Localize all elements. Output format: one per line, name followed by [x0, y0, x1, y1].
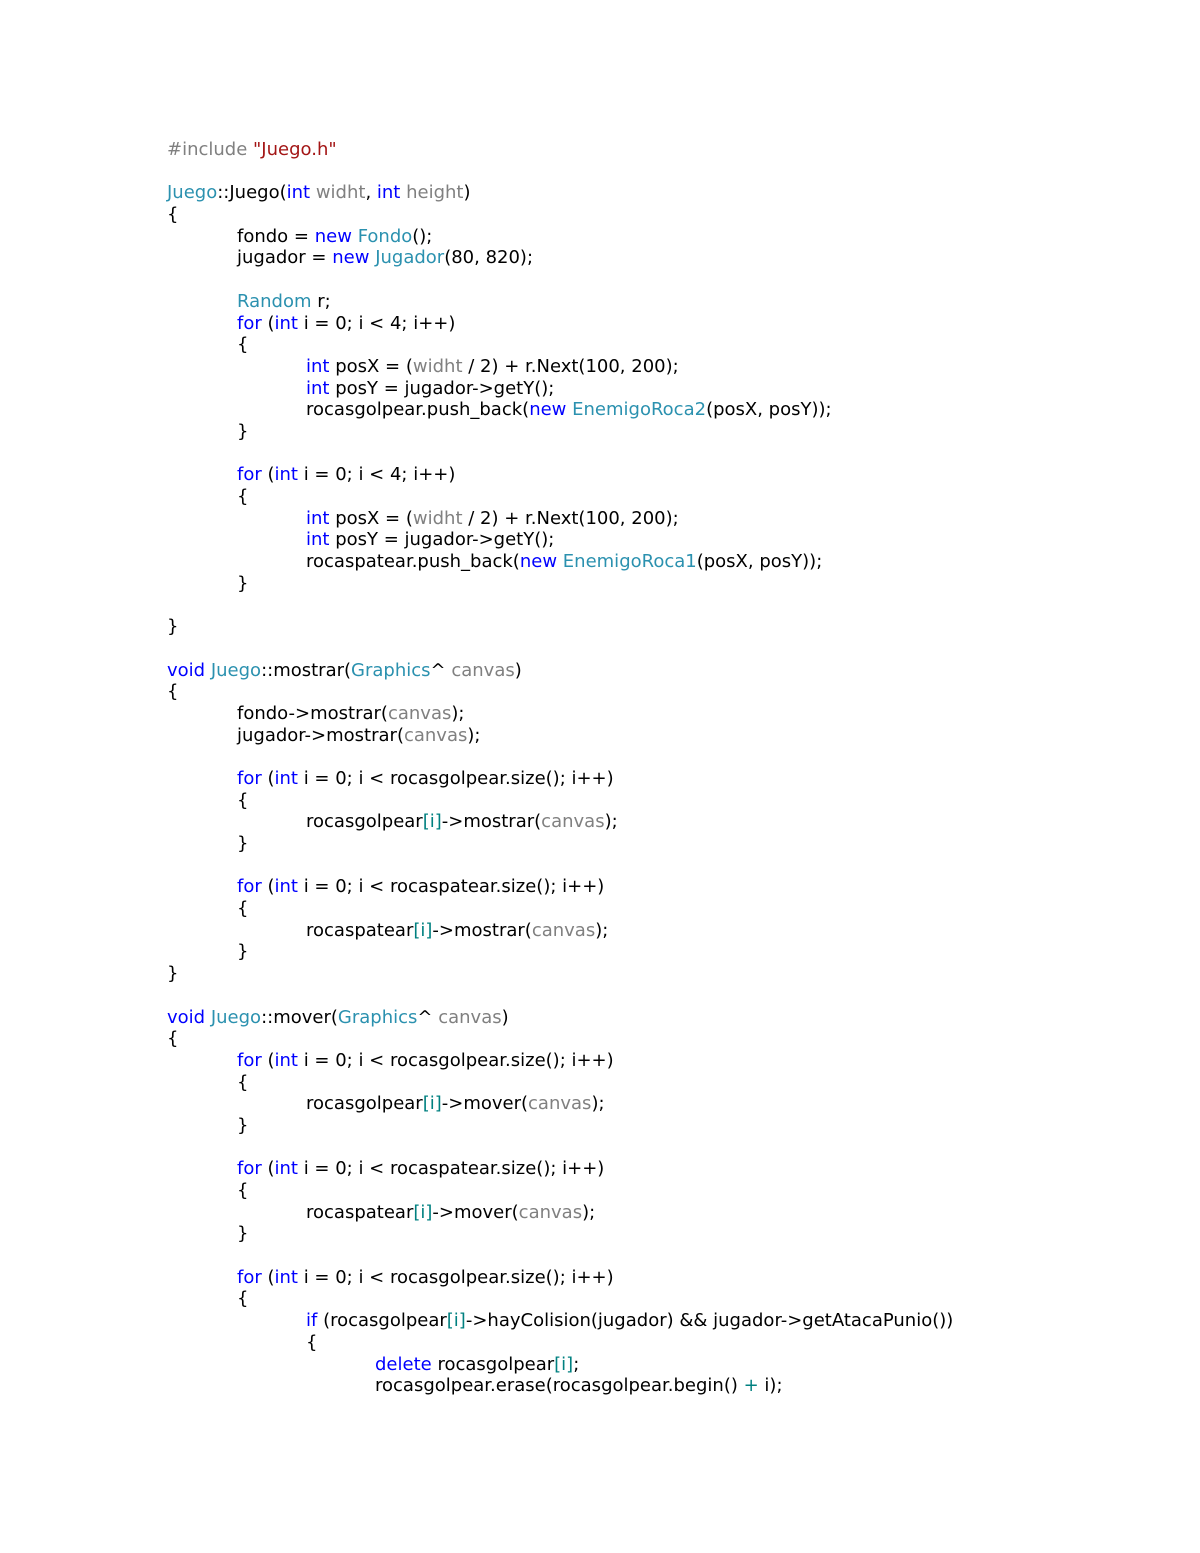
code-token-text: (	[261, 767, 275, 789]
code-block	[167, 139, 1167, 1397]
code-token-keyword: int	[306, 507, 330, 529]
code-token-parameter: canvas	[387, 702, 452, 724]
code-token-text: }	[237, 1114, 249, 1136]
code-token-text: )	[463, 182, 471, 204]
code-token-keyword: int	[274, 1158, 298, 1180]
code-token-text: {	[167, 681, 179, 703]
code-line	[167, 1202, 1167, 1224]
code-token-keyword: int	[274, 767, 298, 789]
code-line	[167, 204, 1167, 226]
code-token-operator: [i]	[413, 919, 433, 941]
code-token-text: posX = (	[329, 507, 413, 529]
code-token-type: EnemigoRoca1	[562, 551, 697, 573]
code-token-operator: [i]	[422, 1093, 442, 1115]
code-line	[167, 746, 1167, 768]
code-token-type: EnemigoRoca2	[572, 399, 707, 421]
code-line	[167, 703, 1167, 725]
code-token-text: i = 0; i < 4; i++)	[297, 312, 456, 334]
code-line	[167, 1267, 1167, 1289]
code-token-text: {	[237, 1288, 249, 1310]
code-line	[167, 269, 1167, 291]
code-token-text: }	[237, 1223, 249, 1245]
code-line	[167, 551, 1167, 573]
code-token-parameter: canvas	[541, 811, 605, 833]
code-token-text: (posX, posY));	[706, 399, 832, 421]
code-token-text: (	[261, 1158, 275, 1180]
code-line	[167, 985, 1167, 1007]
code-token-parameter: canvas	[438, 1006, 502, 1028]
code-token-text: posY = jugador->getY();	[329, 529, 555, 551]
code-line	[167, 876, 1167, 898]
code-line	[167, 855, 1167, 877]
code-token-type: Juego	[167, 182, 218, 204]
code-token-text: ->hayColision(jugador) && jugador->getAtacaPunio())	[465, 1310, 954, 1332]
code-line	[167, 725, 1167, 747]
code-token-operator: [i]	[413, 1201, 433, 1223]
code-token-text: posX = (	[329, 355, 413, 377]
code-line	[167, 182, 1167, 204]
code-token-text: (	[261, 876, 275, 898]
code-token-text: ::Juego(	[217, 182, 287, 204]
code-token-operator: [i]	[422, 811, 442, 833]
code-line	[167, 421, 1167, 443]
code-line	[167, 1245, 1167, 1267]
code-token-text: {	[306, 1331, 318, 1353]
code-line	[167, 1050, 1167, 1072]
code-token-parameter: canvas	[528, 1093, 592, 1115]
code-token-keyword: int	[274, 464, 298, 486]
code-token-keyword: for	[237, 464, 262, 486]
code-token-text: rocaspatear	[306, 1201, 414, 1223]
code-token-text: fondo =	[237, 225, 315, 247]
code-token-text: i = 0; i < rocaspatear.size(); i++)	[297, 1158, 605, 1180]
code-token-text: posY = jugador->getY();	[329, 377, 555, 399]
code-token-text: rocasgolpear.push_back(	[306, 399, 530, 421]
code-line	[167, 811, 1167, 833]
code-token-text: }	[237, 941, 249, 963]
code-token-text: )	[501, 1006, 509, 1028]
code-token-type: Random	[237, 290, 312, 312]
code-token-parameter: widht	[310, 182, 366, 204]
code-line	[167, 833, 1167, 855]
code-line	[167, 1375, 1167, 1397]
code-token-text: (	[261, 1049, 275, 1071]
code-token-text: (	[261, 312, 275, 334]
code-token-operator: +	[743, 1375, 759, 1397]
code-line	[167, 768, 1167, 790]
code-line	[167, 963, 1167, 985]
code-token-keyword: for	[237, 1266, 262, 1288]
code-token-text: jugador->mostrar(	[237, 724, 404, 746]
code-token-text: {	[237, 789, 249, 811]
code-line	[167, 334, 1167, 356]
code-token-text: r;	[311, 290, 331, 312]
code-line	[167, 681, 1167, 703]
code-token-text: ^	[417, 1006, 439, 1028]
code-token-text: (80, 820);	[444, 247, 534, 269]
code-line	[167, 529, 1167, 551]
code-token-parameter: canvas	[451, 659, 515, 681]
code-line	[167, 1310, 1167, 1332]
code-token-text: ->mover(	[441, 1093, 529, 1115]
code-token-keyword: new	[314, 225, 352, 247]
code-token-text: ->mostrar(	[432, 919, 532, 941]
code-token-text: {	[167, 1028, 179, 1050]
code-token-parameter: canvas	[403, 724, 468, 746]
code-token-keyword: for	[237, 312, 262, 334]
code-token-keyword: new	[529, 399, 567, 421]
code-token-type: Jugador	[375, 247, 445, 269]
code-token-keyword: for	[237, 876, 262, 898]
code-token-keyword: for	[237, 1158, 262, 1180]
code-line	[167, 399, 1167, 421]
code-line	[167, 1093, 1167, 1115]
code-line	[167, 1354, 1167, 1376]
code-line	[167, 139, 1167, 161]
code-token-keyword: new	[332, 247, 370, 269]
code-token-keyword: int	[286, 182, 311, 204]
code-token-text: );	[582, 1201, 596, 1223]
code-token-text: {	[237, 1071, 249, 1093]
code-token-text: jugador =	[237, 247, 333, 269]
code-line	[167, 638, 1167, 660]
code-token-parameter: height	[400, 182, 464, 204]
code-line	[167, 443, 1167, 465]
code-token-text: }	[167, 963, 179, 985]
code-token-keyword: for	[237, 1049, 262, 1071]
code-token-keyword: int	[376, 182, 401, 204]
code-token-text: {	[167, 204, 179, 226]
code-line	[167, 1115, 1167, 1137]
code-token-text: );	[604, 811, 618, 833]
code-token-keyword: delete	[375, 1353, 432, 1375]
code-line	[167, 1180, 1167, 1202]
code-token-parameter: canvas	[531, 919, 596, 941]
code-token-type: Graphics	[337, 1006, 418, 1028]
code-token-text: rocasgolpear	[306, 1093, 423, 1115]
code-token-text: );	[451, 702, 465, 724]
code-token-keyword: if	[306, 1310, 318, 1332]
code-token-preprocessor: #include	[167, 139, 254, 160]
code-token-keyword: void	[167, 1006, 206, 1028]
code-token-text: ::mover(	[261, 1006, 338, 1028]
code-token-text: ();	[412, 225, 433, 247]
code-token-keyword: int	[306, 355, 330, 377]
code-token-text: {	[237, 334, 249, 356]
code-token-text: ;	[573, 1353, 580, 1375]
code-line	[167, 920, 1167, 942]
code-token-text: }	[167, 616, 179, 638]
code-token-text: }	[237, 420, 249, 442]
code-token-type: Graphics	[351, 659, 431, 681]
code-token-text: );	[467, 724, 481, 746]
code-token-keyword: int	[274, 1049, 298, 1071]
code-token-keyword: new	[519, 551, 558, 573]
code-token-text: (	[261, 1266, 275, 1288]
code-line	[167, 790, 1167, 812]
code-token-text: }	[237, 572, 249, 594]
code-token-text: i = 0; i < rocasgolpear.size(); i++)	[297, 1049, 614, 1071]
code-token-parameter: canvas	[518, 1201, 583, 1223]
code-token-parameter: widht	[412, 507, 463, 529]
code-token-text: ->mover(	[432, 1201, 519, 1223]
code-token-text: i = 0; i < rocasgolpear.size(); i++)	[297, 767, 614, 789]
code-token-text: {	[237, 486, 249, 507]
code-line	[167, 247, 1167, 269]
code-token-text: i = 0; i < 4; i++)	[297, 464, 456, 486]
code-token-keyword: int	[306, 377, 330, 399]
code-line	[167, 161, 1167, 183]
code-token-text: );	[591, 1093, 605, 1115]
code-token-text: / 2) + r.Next(100, 200);	[462, 507, 679, 529]
code-token-text: ,	[365, 182, 377, 204]
code-line	[167, 1332, 1167, 1354]
code-line	[167, 226, 1167, 248]
code-token-text: i = 0; i < rocasgolpear.size(); i++)	[297, 1266, 614, 1288]
code-line	[167, 1158, 1167, 1180]
code-token-text: rocasgolpear	[431, 1353, 555, 1375]
code-token-text: (	[261, 464, 275, 486]
code-line	[167, 941, 1167, 963]
code-line	[167, 594, 1167, 616]
code-token-keyword: int	[306, 529, 330, 551]
code-token-text: (rocasgolpear	[317, 1310, 447, 1332]
code-line	[167, 1007, 1167, 1029]
code-line	[167, 660, 1167, 682]
code-token-text: rocaspatear	[306, 919, 414, 941]
code-token-text: ^	[430, 659, 452, 681]
code-token-text: fondo->mostrar(	[237, 702, 388, 724]
code-token-type: Juego	[210, 1006, 262, 1028]
code-token-parameter: widht	[412, 355, 463, 377]
code-token-text: i);	[758, 1375, 783, 1397]
code-line	[167, 486, 1167, 508]
code-token-text: {	[237, 898, 249, 920]
code-line	[167, 1072, 1167, 1094]
code-token-text: rocasgolpear.erase(rocasgolpear.begin()	[375, 1375, 744, 1397]
code-token-text: {	[237, 1180, 249, 1201]
code-token-type: Fondo	[357, 225, 413, 247]
code-token-keyword: int	[274, 876, 298, 898]
code-line	[167, 508, 1167, 530]
code-token-text: (posX, posY));	[696, 551, 823, 573]
code-token-text: )	[514, 659, 522, 681]
code-line	[167, 616, 1167, 638]
code-line	[167, 1137, 1167, 1159]
code-line	[167, 898, 1167, 920]
code-line	[167, 1028, 1167, 1050]
code-token-keyword: int	[274, 312, 298, 334]
code-token-text: / 2) + r.Next(100, 200);	[462, 355, 679, 377]
code-token-string: "Juego.h"	[253, 139, 337, 160]
code-line	[167, 378, 1167, 400]
code-line	[167, 291, 1167, 313]
code-line	[167, 1223, 1167, 1245]
code-line	[167, 313, 1167, 335]
code-token-text: ->mostrar(	[441, 811, 542, 833]
code-token-text: ::mostrar(	[261, 659, 352, 681]
code-token-text: );	[595, 919, 609, 941]
code-token-keyword: void	[167, 659, 206, 681]
code-line	[167, 356, 1167, 378]
code-line	[167, 573, 1167, 595]
code-token-text: rocasgolpear	[306, 811, 423, 833]
code-token-type: Juego	[210, 659, 262, 681]
code-token-operator: [i]	[554, 1353, 574, 1375]
code-line	[167, 1288, 1167, 1310]
code-token-keyword: for	[237, 767, 262, 789]
code-token-operator: [i]	[446, 1310, 466, 1332]
code-line	[167, 464, 1167, 486]
code-token-text: i = 0; i < rocaspatear.size(); i++)	[297, 876, 605, 898]
code-token-text: }	[237, 833, 249, 854]
code-token-text: rocaspatear.push_back(	[306, 551, 520, 573]
code-token-keyword: int	[274, 1266, 298, 1288]
